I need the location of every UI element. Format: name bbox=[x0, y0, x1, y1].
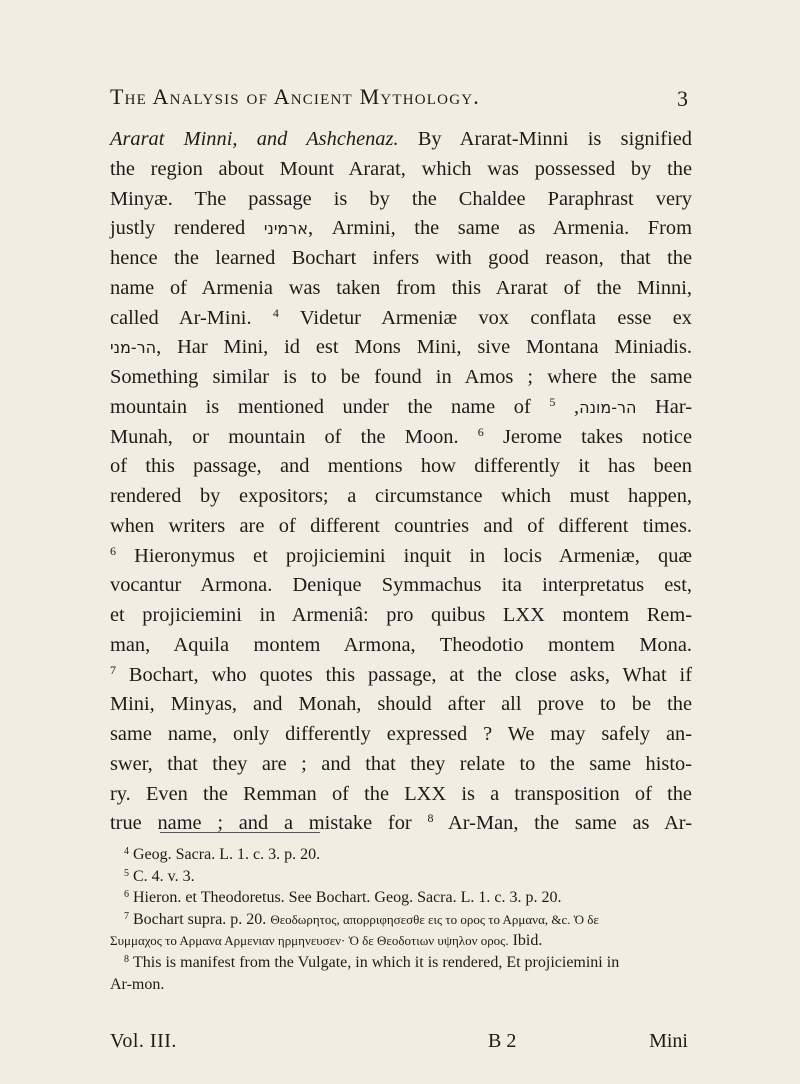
footnote: $^8$ This is manifest from the Vulgate, in which it is rendered, Et projiciemini in bbox=[124, 953, 620, 971]
text-line: Ararat Minni, and Ashchenaz. By Ararat-Minni is signified bbox=[110, 128, 692, 150]
text-line: Minyæ. The passage is by the Chaldee Paraphrast very bbox=[110, 187, 692, 210]
greek-quotation: Συμμαχος το Αρμανα Αρμενιαν ηρμηνευσεν· Ὁ δε Θεοδοτιων υψηλον ορος. bbox=[110, 933, 509, 949]
text-line: Something similar is to be found in Amos ; where the same bbox=[110, 366, 692, 388]
page-number: 3 bbox=[677, 86, 688, 111]
signature-line bbox=[110, 1030, 688, 1056]
main-text bbox=[110, 125, 692, 839]
text-line: hence the learned Bochart infers with good reason, that the bbox=[110, 247, 692, 269]
greek-quotation: Θεοδωρητος, απορριφησεσθε εις το ορος το Αρμανα, &c. Ὁ δε bbox=[270, 911, 599, 927]
hebrew-word: הר-מני bbox=[110, 338, 157, 358]
text-line: mountain is mentioned under the name of הר-מונה, $^5$ Har- bbox=[110, 394, 693, 418]
footnote-ref: 6 bbox=[110, 543, 116, 558]
text-line: of this passage, and mentions how differently it has been bbox=[110, 455, 692, 478]
text-line: true name ; and a mistake for $^8$ Ar-Man, the same as Ar- bbox=[110, 811, 692, 835]
running-head bbox=[110, 84, 688, 114]
footnotes bbox=[110, 844, 692, 995]
footnote-ref: 6 bbox=[477, 424, 484, 439]
text-line: ry. Even the Remman of the LXX is a transposition of the bbox=[110, 782, 692, 805]
footnote: $^6$ Hieron. et Theodoretus. See Bochart. Geog. Sacra. L. 1. c. 3. p. 20. bbox=[124, 889, 562, 907]
footnote-continuation: Συμμαχος το Αρμανα Αρμενιαν ηρμηνευσεν· Ὁ δε Θεοδοτιων υψηλον ορος. Ibid. bbox=[110, 932, 543, 950]
volume-label: Vol. III. bbox=[110, 1030, 177, 1052]
footnote: $^7$ Bochart supra. p. 20. Θεοδωρητος, απορριφησεσθε εις το ορος το Αρμανα, &c. Ὁ δε bbox=[124, 910, 599, 928]
text-line: $^6$ Hieronymus et projiciemini inquit in locis Armeniæ, quæ bbox=[110, 543, 692, 567]
footnote-continuation: Ar-mon. bbox=[110, 975, 165, 993]
footnote-ref: 8 bbox=[427, 811, 434, 826]
footnote-ref: 7 bbox=[110, 662, 116, 677]
text-line: justly rendered ארמיני, Armini, the same as Armenia. From bbox=[110, 217, 692, 240]
text-line: Munah, or mountain of the Moon. $^6$ Jerome takes notice bbox=[110, 424, 692, 448]
signature-mark: B 2 bbox=[488, 1030, 517, 1052]
text-line: rendered by expositors; a circumstance which must happen, bbox=[110, 485, 692, 507]
text-line: called Ar-Mini. $^4$ Videtur Armeniæ vox conflata esse ex bbox=[110, 305, 692, 329]
text-line: et projiciemini in Armeniâ: pro quibus LXX montem Rem- bbox=[110, 604, 692, 626]
text-line: swer, that they are ; and that they relate to the same histo- bbox=[110, 752, 692, 775]
text-line: the region about Mount Ararat, which was possessed by the bbox=[110, 157, 692, 180]
section-heading: Ararat Minni, and Ashchenaz. bbox=[110, 128, 399, 150]
footnote-ref: 5 bbox=[549, 394, 556, 409]
text-line: same name, only differently expressed ? We may safely an- bbox=[110, 723, 692, 745]
text-line: $^7$ Bochart, who quotes this passage, at the close asks, What if bbox=[110, 662, 692, 686]
catchword: Mini bbox=[649, 1030, 688, 1052]
text-line: vocantur Armona. Denique Symmachus ita interpretatus est, bbox=[110, 574, 692, 597]
hebrew-word: ארמיני bbox=[263, 219, 308, 239]
footnote-rule bbox=[160, 832, 320, 833]
running-title: The Analysis of Ancient Mythology. bbox=[110, 84, 480, 109]
text-line: man, Aquila montem Armona, Theodotio montem Mona. bbox=[110, 633, 692, 656]
text-line: הר-מני, Har Mini, id est Mons Mini, sive Montana Miniadis. bbox=[110, 336, 692, 359]
footnote: $^5$ C. 4. v. 3. bbox=[124, 867, 195, 885]
text-line: Mini, Minyas, and Monah, should after all prove to be the bbox=[110, 693, 692, 716]
text-line: name of Armenia was taken from this Ararat of the Minni, bbox=[110, 276, 692, 299]
text-line: when writers are of different countries and of different times. bbox=[110, 514, 692, 537]
footnote-ref: 4 bbox=[272, 305, 279, 320]
hebrew-word: הר-מונה bbox=[579, 397, 637, 417]
footnote: $^4$ Geog. Sacra. L. 1. c. 3. p. 20. bbox=[124, 846, 321, 863]
